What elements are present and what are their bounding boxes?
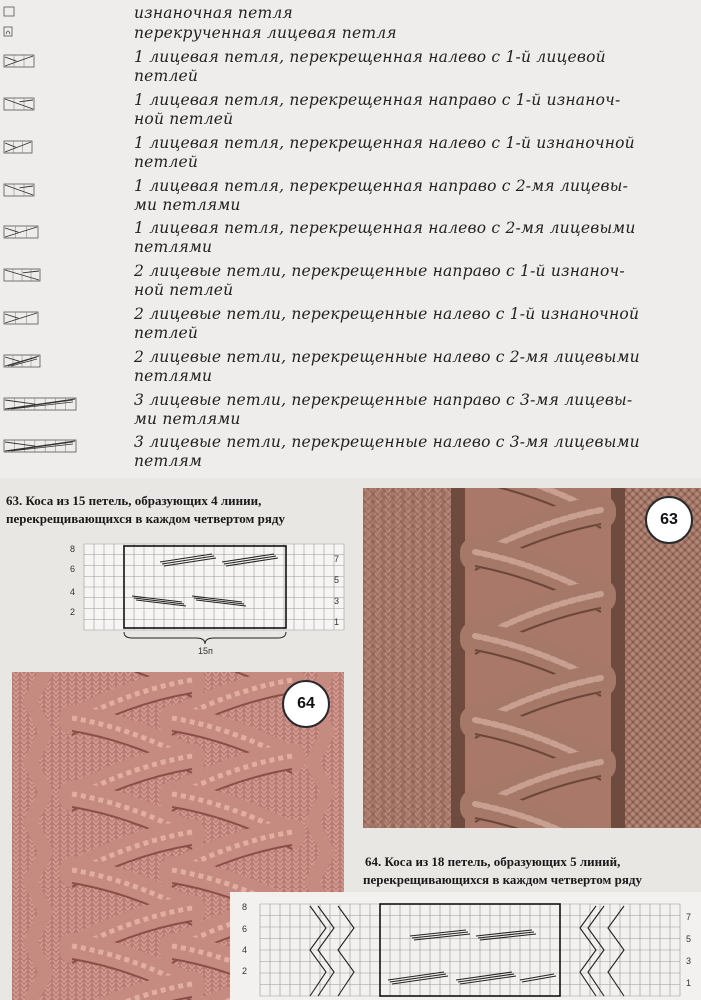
pattern-64-chart	[230, 892, 701, 1000]
legend-line: ми петлями	[134, 410, 241, 428]
caption-line: 64. Коса из 18 петель, образующих 5 линий,	[365, 854, 621, 869]
legend-description	[134, 433, 694, 471]
purl-stitch-icon	[3, 6, 15, 17]
chart-row-number: 2	[242, 966, 248, 976]
legend-description	[134, 262, 694, 300]
chart-row-number: 1	[334, 617, 340, 627]
cross-left-1-1-purl-icon	[3, 140, 33, 154]
twisted-knit-icon	[3, 26, 13, 37]
legend-line: ми петлями	[134, 196, 241, 214]
chart-row-number: 4	[242, 945, 248, 955]
cross-left-1-1-icon	[3, 54, 35, 68]
pattern-64-number-badge: 64	[282, 680, 330, 728]
cross-left-1-2-icon	[3, 225, 39, 239]
legend-line: 3 лицевые петли, перекрещенные налево с 3-мя лицевыми	[134, 433, 640, 451]
chart-row-number: 5	[334, 575, 340, 585]
legend-description	[134, 177, 694, 215]
chart-row-number: 5	[686, 934, 692, 944]
legend-line: петлей	[134, 153, 199, 171]
chart-row-number: 3	[686, 956, 692, 966]
legend-line: ной петлей	[134, 281, 234, 299]
cross-left-2-1-purl-icon	[3, 311, 39, 325]
legend-description	[134, 48, 694, 86]
chart-repeat-label: 15п	[198, 646, 213, 656]
legend-line: петлей	[134, 324, 199, 342]
legend-description	[134, 134, 694, 172]
caption-line: 63. Коса из 15 петель, образующих 4 линии,	[6, 493, 262, 508]
legend-description	[134, 4, 694, 23]
cross-left-2-2-icon	[3, 354, 41, 368]
pattern-63-chart	[62, 540, 354, 660]
cross-left-3-3-icon	[3, 439, 77, 453]
legend-line: 2 лицевые петли, перекрещенные налево с 1-й изнаночной	[134, 305, 640, 323]
legend-line: 1 лицевая петля, перекрещенная налево с 1-й изнаночной	[134, 134, 635, 152]
pattern-64-caption	[363, 853, 698, 889]
chart-row-number: 4	[70, 587, 76, 597]
chart-row-number: 1	[686, 978, 692, 988]
pattern-63-caption	[6, 492, 356, 528]
legend-line: ной петлей	[134, 110, 234, 128]
legend-line: 2 лицевые петли, перекрещенные направо с 1-й изнаноч-	[134, 262, 625, 280]
legend-description	[134, 219, 694, 257]
chart-row-number: 8	[70, 544, 76, 554]
cross-right-2-1-purl-icon	[3, 268, 41, 282]
legend-description	[134, 24, 694, 43]
cross-right-3-3-icon	[3, 397, 77, 411]
cross-right-1-1-purl-icon	[3, 97, 35, 111]
chart-row-number: 6	[242, 924, 248, 934]
legend-description	[134, 391, 694, 429]
legend-line: 3 лицевые петли, перекрещенные направо с 3-мя лицевы-	[134, 391, 633, 409]
chart-row-number: 7	[334, 554, 340, 564]
pattern-63-number-badge: 63	[645, 496, 693, 544]
legend-line: петлям	[134, 452, 203, 470]
legend-line: изнаночная петля	[134, 4, 293, 22]
legend-line: петлей	[134, 67, 199, 85]
chart-row-number: 7	[686, 912, 692, 922]
legend-description	[134, 305, 694, 343]
legend-line: петлями	[134, 238, 213, 256]
chart-row-number: 3	[334, 596, 340, 606]
legend-description	[134, 348, 694, 386]
legend-line: 1 лицевая петля, перекрещенная направо с 2-мя лицевы-	[134, 177, 629, 195]
legend-line: петлями	[134, 367, 213, 385]
caption-line: перекрещивающихся в каждом четвертом ряду	[6, 511, 285, 526]
chart-row-number: 8	[242, 902, 248, 912]
legend-line: 1 лицевая петля, перекрещенная направо с 1-й изнаноч-	[134, 91, 621, 109]
legend-line: 1 лицевая петля, перекрещенная налево с 1-й лицевой	[134, 48, 606, 66]
chart-row-number: 6	[70, 564, 76, 574]
chart-row-number: 2	[70, 607, 76, 617]
caption-line: перекрещивающихся в каждом четвертом ряду	[363, 872, 642, 887]
symbol-legend	[0, 0, 701, 478]
legend-line: 1 лицевая петля, перекрещенная налево с 2-мя лицевыми	[134, 219, 636, 237]
legend-line: 2 лицевые петли, перекрещенные налево с 2-мя лицевыми	[134, 348, 640, 366]
pattern-63-photo	[363, 488, 701, 828]
legend-line: перекрученная лицевая петля	[134, 24, 397, 42]
legend-description	[134, 91, 694, 129]
cross-right-1-2-icon	[3, 183, 35, 197]
